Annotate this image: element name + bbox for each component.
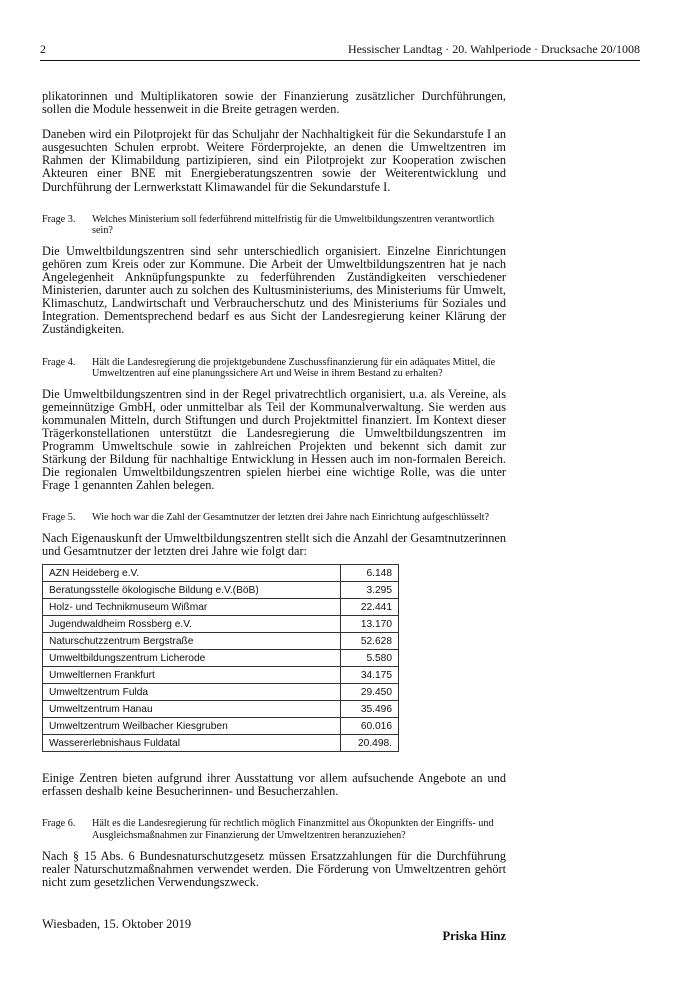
table-row (43, 718, 399, 735)
visitor-count: 5.580 (341, 650, 399, 667)
center-name: Umweltzentrum Hanau (43, 701, 341, 718)
question-3 (42, 214, 506, 237)
document-body (42, 90, 506, 889)
page-number: 2 (40, 42, 46, 56)
center-name: Umweltlernen Frankfurt (43, 667, 341, 684)
signature-name: Priska Hinz (442, 929, 506, 943)
paragraph: Einige Zentren bieten aufgrund ihrer Ausstattung vor allem aufsuchende Angebote an und erfassen deshalb keine Besucherinnen- und Besucherzahlen. (42, 771, 506, 799)
paragraph: plikatorinnen und Multiplikatoren sowie der Finanzierung zusätzlicher Durchführungen, sollen die Module hessenweit in die Breite getragen werden. (42, 89, 506, 117)
publication-info: Hessischer Landtag · 20. Wahlperiode · Drucksache 20/1008 (347, 42, 640, 56)
question-label: Frage 6. (42, 818, 76, 830)
question-5 (42, 512, 506, 524)
visitor-count: 29.450 (341, 684, 399, 701)
center-name: Jugendwaldheim Rossberg e.V. (43, 616, 341, 633)
question-6 (42, 818, 506, 841)
visitor-count: 34.175 (341, 667, 399, 684)
center-name: AZN Heideberg e.V. (43, 565, 341, 582)
question-text: Hält es die Landesregierung für rechtlich möglich Finanzmittel aus Ökopunkten der Eingriffs- und Ausgleichsmaßnahmen zur Finanzierung der Umweltzentren heranzuziehen? (92, 818, 494, 841)
visitor-count: 13.170 (341, 616, 399, 633)
place-date: Wiesbaden, 15. Oktober 2019 (42, 917, 192, 931)
table-row (43, 735, 399, 752)
center-name: Wassererlebnishaus Fuldatal (43, 735, 341, 752)
answer-paragraph: Nach § 15 Abs. 6 Bundesnaturschutzgesetz müssen Ersatzzahlungen für die Durchführung realer Naturschutzmaßnahmen verwendet werden. Die Förderung von Umweltzentren gehört nicht zum gesetzlichen Verwendungszweck. (42, 848, 506, 889)
table-row (43, 616, 399, 633)
visitor-count: 20.498. (341, 735, 399, 752)
center-name: Umweltzentrum Weilbacher Kiesgruben (43, 718, 341, 735)
answer-paragraph: Die Umweltbildungszentren sind in der Regel privatrechtlich organisiert, u.a. als Vereine, als gemeinnützige GmbH, oder unmittelbar als Teil der Kommunalverwaltung. Sie werden aus kommunalen Mitteln, durch Stiftungen und durch Projektmittel finanziert. Im Kontext dieser Trägerkonstellationen unterstützt die Landesregierung die Umweltbildungszentren im Programm Umweltschule sowie in zahlreichen Projekten und bekennt sich damit zur Stärkung der Bildung für nachhaltige Entwicklung in Hessen auch im non-formalen Bereich. Die regionalen Umweltbildungszentren spielen hierbei eine wichtige Rolle, was die unter Frage 1 genannten Zahlen belegen. (42, 386, 506, 493)
center-name: Umweltbildungszentrum Licherode (43, 650, 341, 667)
table-row (43, 684, 399, 701)
question-label: Frage 5. (42, 512, 76, 524)
visitor-count: 35.496 (341, 701, 399, 718)
question-text: Hält die Landesregierung die projektgebundene Zuschussfinanzierung für ein adäquates Mittel, die Umweltzentren auf eine planungssichere Art und Weise in ihrem Bestand zu erhalten? (92, 356, 496, 380)
center-name: Holz- und Technikmuseum Wißmar (43, 599, 341, 616)
paragraph: Daneben wird ein Pilotprojekt für das Schuljahr der Nachhaltigkeit für die Sekundarstufe I an ausgesuchten Schulen erprobt. Weitere Förderprojekte, an denen die Umweltzentren im Rahmen der Klimabildung partizipieren, sind ein Pilotprojekt zur Kooperation zwischen Akteuren einer BNE mit Energieberatungszentren sowie der Weiterentwicklung und Durchführung der Lernwerkstatt Klimawandel für die Sekundarstufe I. (42, 127, 506, 194)
table-row (43, 582, 399, 599)
visitor-count: 52.628 (341, 633, 399, 650)
visitor-count: 3.295 (341, 582, 399, 599)
visitor-count: 6.148 (341, 565, 399, 582)
visitor-count: 22.441 (341, 599, 399, 616)
visitor-table (42, 564, 399, 752)
center-name: Naturschutzzentrum Bergstraße (43, 633, 341, 650)
answer-paragraph: Nach Eigenauskunft der Umweltbildungszentren stellt sich die Anzahl der Gesamtnutzerinnen und Gesamtnutzer der letzten drei Jahre wie folgt dar: (42, 531, 506, 559)
table-row (43, 633, 399, 650)
question-label: Frage 3. (42, 213, 76, 225)
header-rule (40, 60, 640, 61)
question-text: Welches Ministerium soll federführend mittelfristig für die Umweltbildungszentren verantwortlich sein? (92, 213, 495, 237)
table-row (43, 599, 399, 616)
center-name: Umweltzentrum Fulda (43, 684, 341, 701)
page-header (40, 42, 640, 58)
question-text: Wie hoch war die Zahl der Gesamtnutzer der letzten drei Jahre nach Einrichtung aufgeschlüsselt? (92, 512, 490, 524)
question-label: Frage 4. (42, 356, 76, 368)
visitor-count: 60.016 (341, 718, 399, 735)
closing-block (42, 917, 506, 947)
question-4 (42, 357, 506, 380)
table-row (43, 667, 399, 684)
table-row (43, 565, 399, 582)
center-name: Beratungsstelle ökologische Bildung e.V.(BöB) (43, 582, 341, 599)
table-row (43, 701, 399, 718)
table-row (43, 650, 399, 667)
answer-paragraph: Die Umweltbildungszentren sind sehr unterschiedlich organisiert. Einzelne Einrichtungen gehören zum Kreis oder zur Kommune. Die Arbeit der Umweltbildungszentren hat je nach Angelegenheit Anknüpfungspunkte zu federführenden Zuständigkeiten verschiedener Ministerien, darunter auch zu solchen des Kultusministeriums, des Ministeriums für Umwelt, Klimaschutz, Landwirtschaft und Verbraucherschutz und des Ministeriums für Soziales und Integration. Dementsprechend bedarf es aus Sicht der Landesregierung keiner Klärung der Zuständigkeiten. (42, 243, 506, 337)
